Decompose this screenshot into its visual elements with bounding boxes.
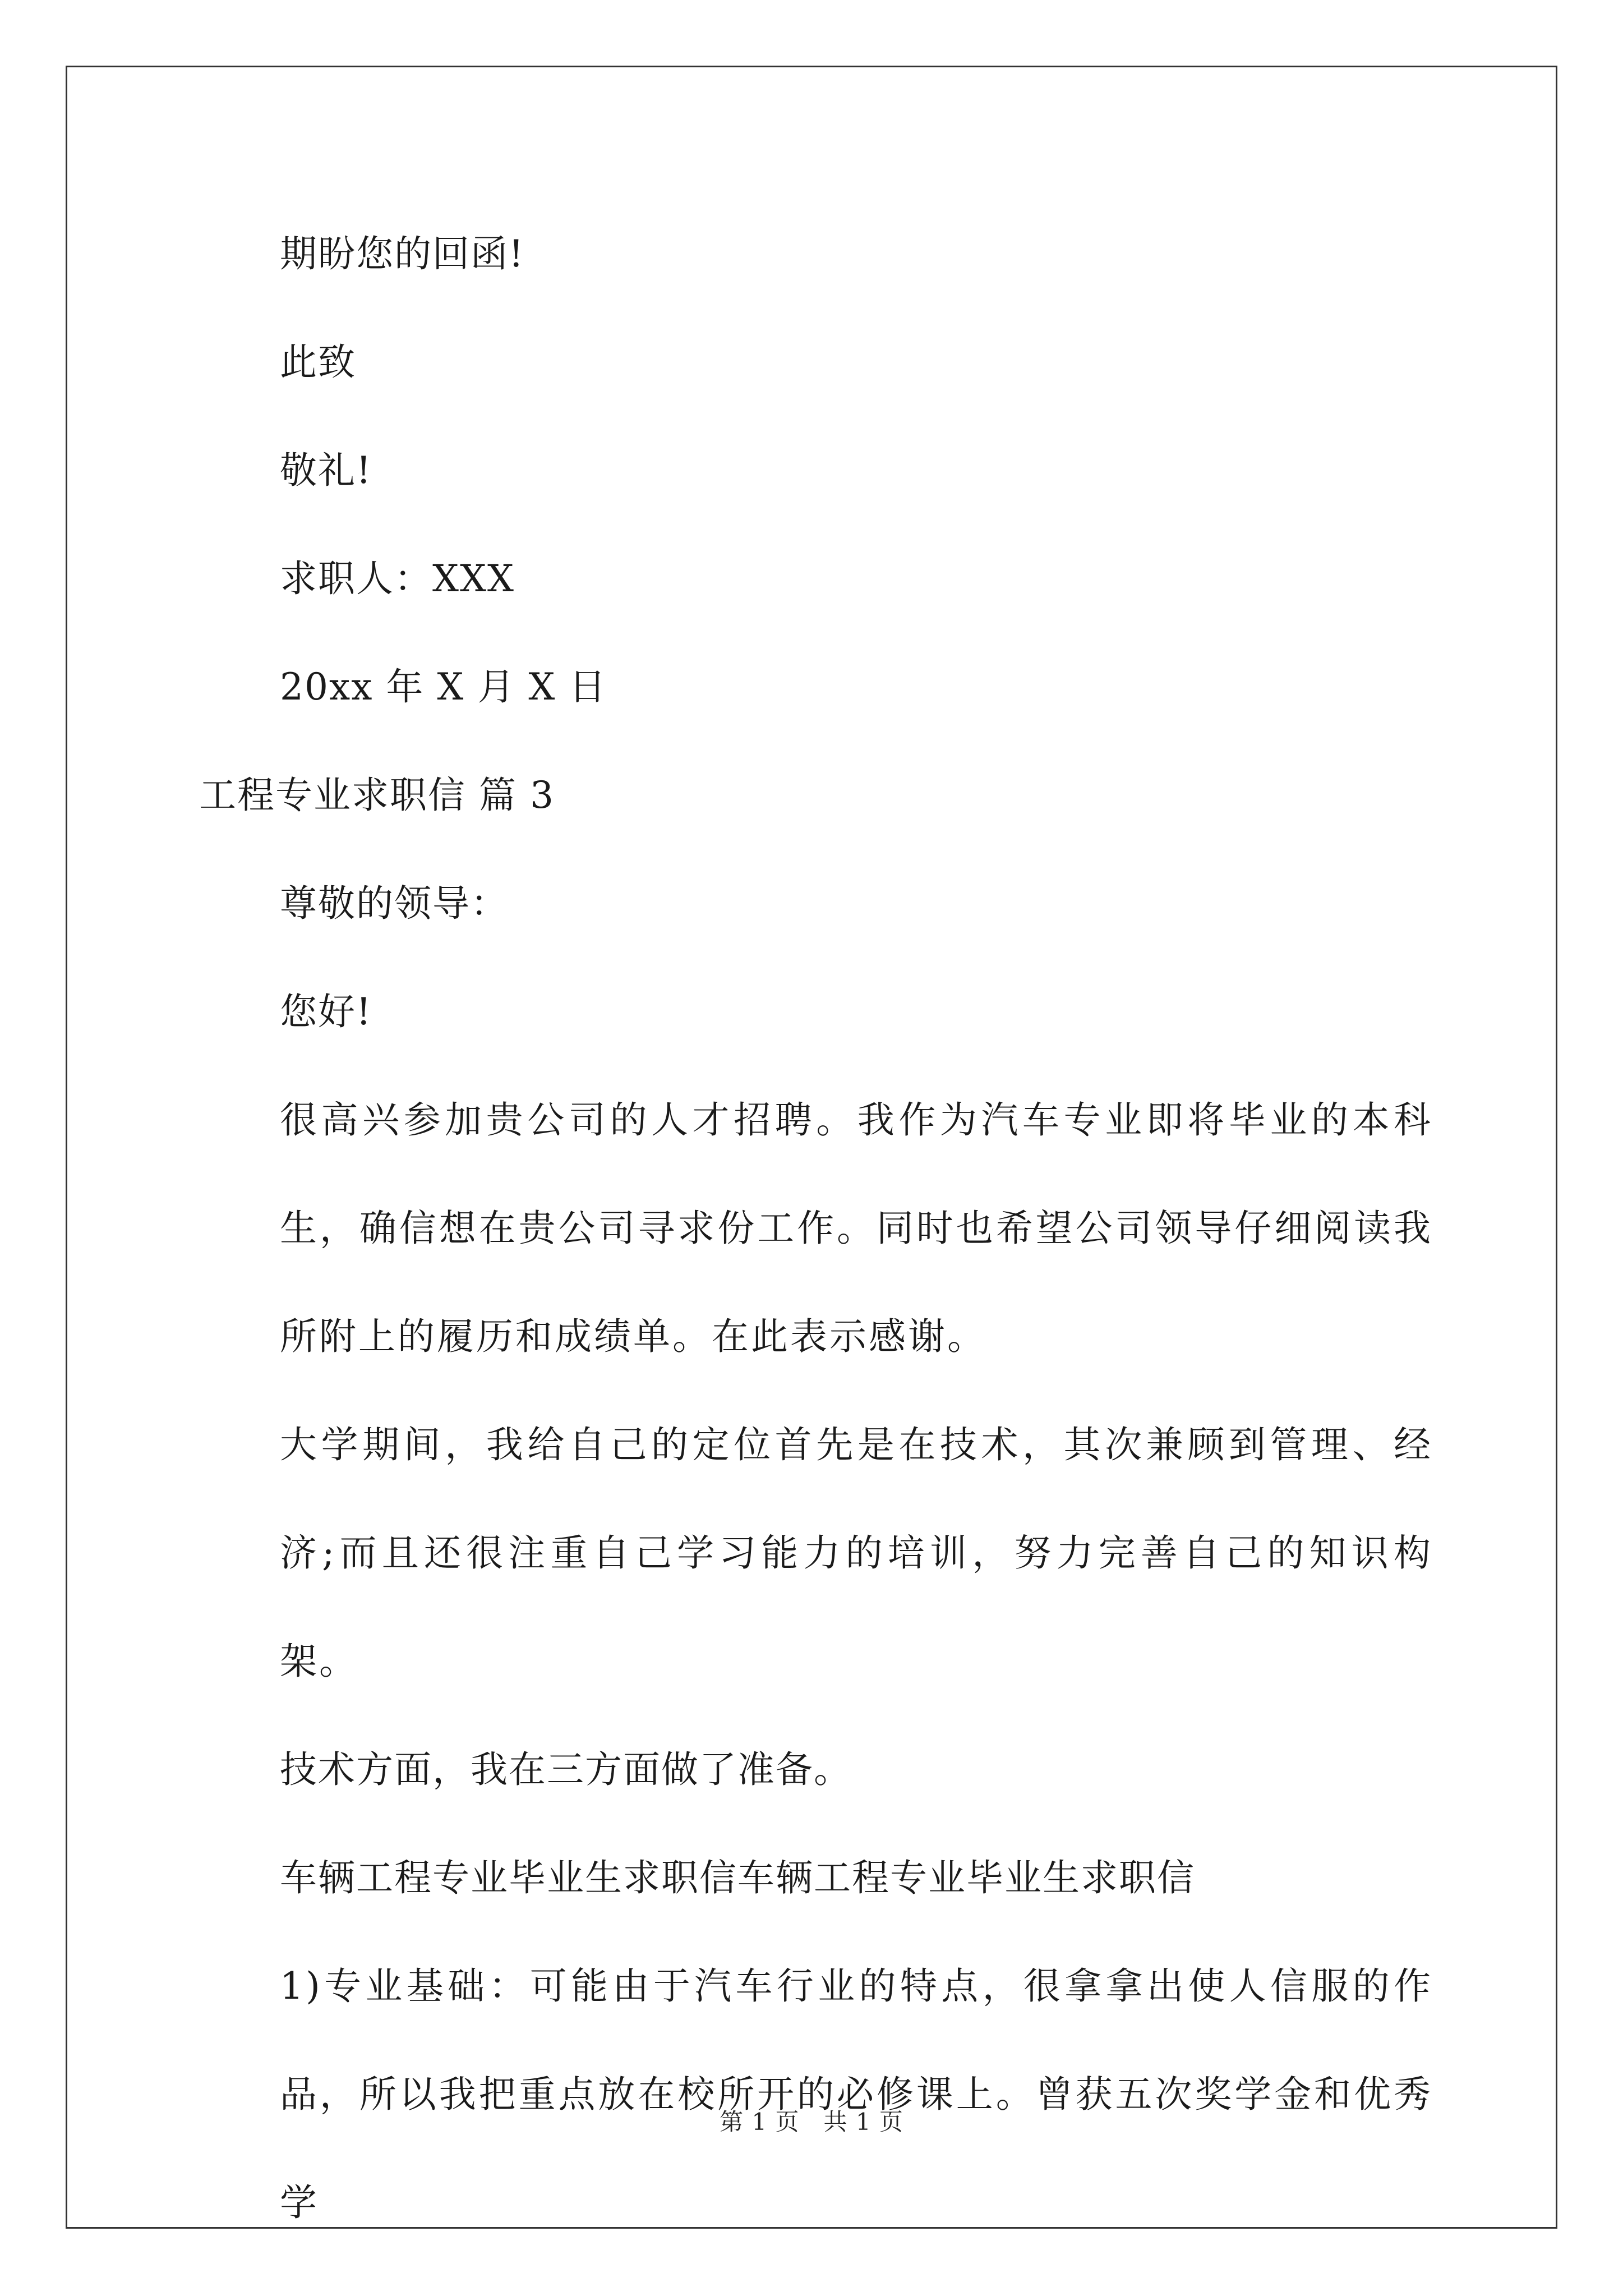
salutation-jingli: 敬礼! [280,449,372,492]
greeting-recipient: 尊敬的领导： [280,882,509,925]
paragraph-technical: 技术方面，我在三方面做了准备。 [280,1748,852,1791]
page-footer: 第 1 页 共 1 页 [720,2108,903,2136]
greeting-hello: 您好! [280,990,372,1033]
document-body [199,200,1433,2257]
paragraph-university: 大学期间，我给自己的定位首先是在技术，其次兼顾到管理、经济;而且还很注重自己学习能力的培训，努力完善自己的知识构架。 [280,1423,1433,1683]
letter-date: 20xx 年 X 月 X 日 [280,665,607,708]
closing-line: 期盼您的回函! [280,232,525,275]
paragraph-professional-basis: 1)专业基础：可能由于汽车行业的特点，很拿拿出使人信服的作品，所以我把重点放在校所开的必修课上。曾获五次奖学金和优秀学 [280,1964,1433,2224]
section-heading: 工程专业求职信 篇 3 [199,774,555,817]
paragraph-intro: 很高兴参加贵公司的人才招聘。我作为汽车专业即将毕业的本科生，确信想在贵公司寻求份工作。同时也希望公司领导仔细阅读我所附上的履历和成绩单。在此表示感谢。 [280,1098,1433,1358]
paragraph-repeated-title: 车辆工程专业毕业生求职信车辆工程专业毕业生求职信 [280,1856,1195,1899]
applicant-name: 求职人：XXX [280,557,515,600]
salutation-cizhi: 此致 [280,341,356,384]
